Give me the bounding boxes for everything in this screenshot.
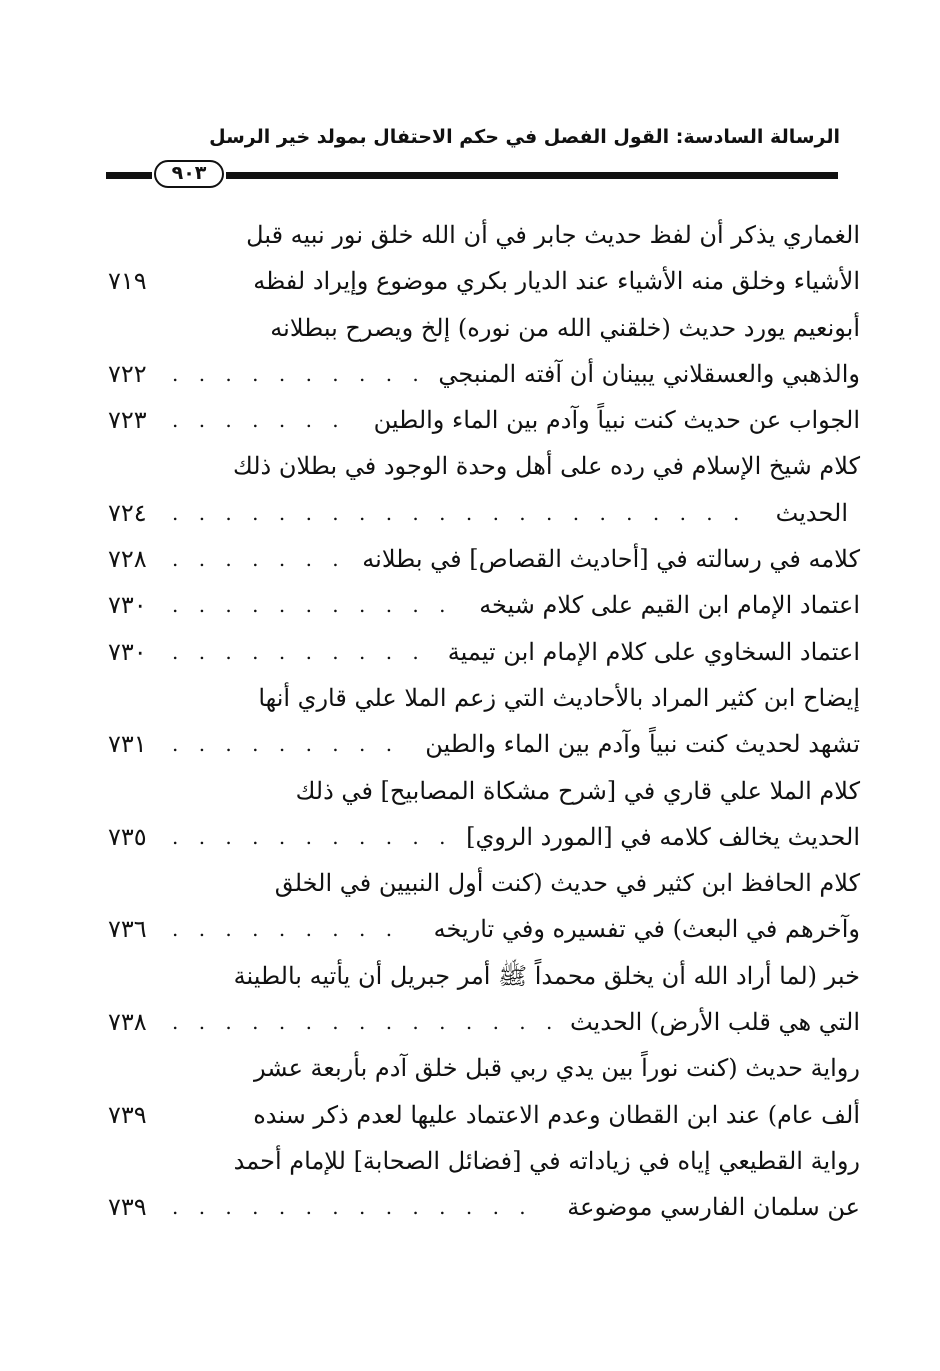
toc-entry-text: والذهبي والعسقلاني يبينان أن آفته المنبجي — [438, 359, 860, 388]
toc-line — [100, 768, 860, 814]
toc-entry-text: كلامه في رسالته في [أحاديث القصاص] في بطلانه — [362, 545, 860, 574]
toc-page-number: ٧٣٩ — [108, 1100, 147, 1129]
toc-entry-text: رواية القطيعي إياه في زياداته في [فضائل الصحابة] للإمام أحمد — [233, 1146, 860, 1175]
toc-page-number: ٧٣٦ — [108, 915, 147, 944]
toc-line — [100, 582, 860, 628]
toc-leader-dots: . . . . . . . . . — [172, 917, 400, 942]
toc-line — [100, 1184, 860, 1230]
header-rule-left-segment — [106, 172, 152, 179]
header-rule-right-segment — [226, 172, 838, 179]
toc-line — [100, 351, 860, 397]
toc-leader-dots: . . . . . . . — [172, 408, 346, 433]
toc-entry-text: الحديث يخالف كلامه في [المورد الروي] — [466, 822, 860, 851]
toc-leader-dots: . . . . . . . . . . — [172, 639, 426, 664]
toc-line — [100, 305, 860, 351]
toc-page-number: ٧٣٩ — [108, 1193, 147, 1222]
toc-entry-text: أبونعيم يورد حديث (خلقني الله من نوره) إلخ ويصرح ببطلانه — [270, 313, 860, 342]
toc-leader-dots: . . . . . . . . . . . . . . . — [172, 1010, 560, 1035]
toc-page-number: ٧٣٠ — [108, 591, 147, 620]
toc-line — [100, 629, 860, 675]
toc-leader-dots: . . . . . . . . . . . — [172, 593, 453, 618]
toc-entry-text: التي هي قلب الأرض) الحديث — [569, 1008, 860, 1037]
toc-page-number: ٧٢٣ — [108, 406, 147, 435]
toc-leader-dots: . . . . . . . . . — [172, 732, 400, 757]
toc-entry-text: اعتماد الإمام ابن القيم على كلام شيخه — [479, 591, 860, 620]
toc-page-number: ٧٣٨ — [108, 1008, 147, 1037]
toc-entry-text: الغماري يذكر أن لفظ حديث جابر في أن الله خلق نور نبيه قبل — [246, 221, 860, 249]
table-of-contents — [100, 212, 860, 1231]
toc-line — [100, 490, 860, 536]
toc-line — [100, 814, 860, 860]
toc-page-number: ٧١٩ — [108, 267, 147, 296]
toc-page-number: ٧٢٤ — [108, 498, 147, 527]
toc-entry-text: كلام الملا علي قاري في [شرح مشكاة المصابيح] في ذلك — [295, 776, 860, 805]
toc-leader-dots: . . . . . . . . . . . — [172, 824, 453, 849]
running-header-title: الرسالة السادسة: القول الفصل في حكم الاحتفال بمولد خير الرسل — [209, 126, 840, 148]
toc-entry-text: ألف عام) عند ابن القطان وعدم الاعتماد عليها لعدم ذكر سنده — [253, 1100, 860, 1129]
toc-line — [100, 953, 860, 999]
toc-entry-text: عن سلمان الفارسي موضوعة — [567, 1193, 860, 1222]
toc-entry-text: كلام شيخ الإسلام في رده على أهل وحدة الوجود في بطلان ذلك — [232, 452, 860, 481]
toc-page-number: ٧٣١ — [108, 730, 147, 759]
toc-line — [100, 536, 860, 582]
toc-line — [100, 906, 860, 952]
toc-line — [100, 212, 860, 258]
toc-leader-dots: . . . . . . . . . . . . . . — [172, 1195, 533, 1220]
toc-line — [100, 860, 860, 906]
toc-leader-dots: . . . . . . . . . . . . . . . . . . . . . . — [172, 500, 747, 525]
toc-page-number: ٧٢٨ — [108, 545, 147, 574]
toc-line — [100, 1138, 860, 1184]
toc-line — [100, 999, 860, 1045]
toc-entry-text: الحديث — [775, 498, 848, 527]
page-number: ٩٠٣ — [154, 160, 224, 188]
toc-leader-dots: . . . . . . . — [172, 547, 346, 572]
toc-line — [100, 397, 860, 443]
toc-line — [100, 1045, 860, 1091]
toc-entry-text: وآخرهم في البعث) في تفسيره وفي تاريخه — [433, 915, 860, 944]
toc-page-number: ٧٣٠ — [108, 637, 147, 666]
toc-line — [100, 721, 860, 767]
toc-entry-text: رواية حديث (كنت نوراً بين يدي ربي قبل خلق آدم بأربعة عشر — [253, 1054, 860, 1083]
toc-entry-text: إيضاح ابن كثير المراد بالأحاديث التي زعم الملا علي قاري أنها — [258, 683, 860, 712]
toc-entry-text: خبر (لما أراد الله أن يخلق محمداً ﷺ أمر جبريل أن يأتيه بالطينة — [233, 961, 860, 990]
toc-line — [100, 443, 860, 489]
toc-entry-text: تشهد لحديث كنت نبياً وآدم بين الماء والطين — [425, 730, 860, 759]
toc-entry-text: الأشياء وخلق منه الأشياء عند الديار بكري موضوع وإيراد لفظه — [253, 267, 860, 296]
toc-leader-dots: . . . . . . . . . . — [172, 361, 426, 386]
toc-line — [100, 258, 860, 304]
toc-line — [100, 675, 860, 721]
toc-line — [100, 1092, 860, 1138]
toc-page-number: ٧٢٢ — [108, 359, 147, 388]
toc-entry-text: الجواب عن حديث كنت نبياً وآدم بين الماء والطين — [373, 406, 860, 435]
toc-entry-text: اعتماد السخاوي على كلام الإمام ابن تيمية — [447, 637, 860, 666]
toc-entry-text: كلام الحافظ ابن كثير في حديث (كنت أول النبيين في الخلق — [274, 869, 860, 898]
header-rule — [106, 160, 838, 190]
toc-page-number: ٧٣٥ — [108, 822, 147, 851]
